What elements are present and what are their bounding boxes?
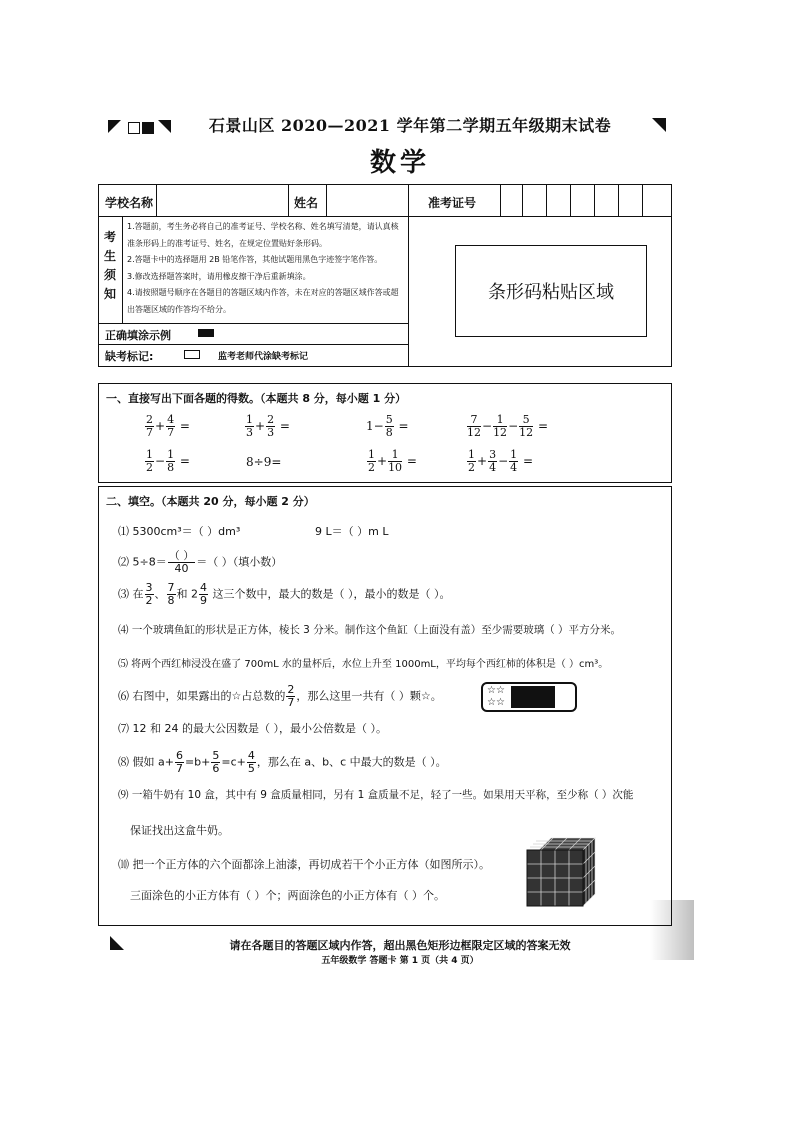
question-9-line2: 保证找出这盒牛奶。 — [130, 824, 229, 837]
question-5: ⑸ 将两个西红柿浸没在盛了 700mL 水的量杯后，水位上升至 1000mL，平均每个西红柿的体积是（ ）cm³。 — [118, 659, 609, 670]
school-field[interactable] — [157, 185, 287, 215]
fill-example-mark — [198, 329, 214, 337]
calc-item-5: $\frac{1}{2}$ − $\frac{1}{8}$ = — [146, 448, 190, 474]
stars-bottom: ☆☆ — [487, 697, 505, 708]
question-8: ⑻ 假如 a+ $\frac{6}{7}$ =b+ $\frac{5}{6}$ =c+ $\frac{4}{5}$ ，那么在 a、b、c 中最大的数是（ ）。 — [118, 749, 447, 775]
calc-item-8: $\frac{1}{2}$ + $\frac{3}{4}$ − $\frac{1}{4}$ = — [468, 448, 534, 474]
barcode-area: 条形码粘贴区域 — [455, 245, 647, 337]
question-10-line2: 三面涂色的小正方体有（ ）个；两面涂色的小正方体有（ ）个。 — [130, 889, 445, 902]
cube-figure — [525, 836, 597, 908]
calc-item-3: 1− $\frac{5}{8}$ = — [366, 413, 409, 439]
calc-item-1: $\frac{2}{7}$ + $\frac{4}{7}$ = — [146, 413, 190, 439]
corner-mark-top-left-2 — [158, 120, 171, 133]
question-10-line1: ⑽ 把一个正方体的六个面都涂上油漆，再切成若干个小正方体（如图所示）。 — [118, 858, 490, 871]
absent-note: 监考老师代涂缺考标记 — [218, 352, 309, 362]
corner-mark-top-left — [108, 120, 121, 133]
question-3: ⑶ 在 $\frac{3}{2}$ 、 $\frac{7}{8}$ 和 2 $\frac{4}{9}$ 这三个数中，最大的数是（ ），最小的数是（ ）。 — [118, 581, 451, 607]
notice-list: 1.答题前，考生务必将自己的准考证号、学校名称、姓名填写清楚，请认真核 准条形码上的准考证号、姓名，在规定位置贴好条形码。 2.答题卡中的选择题用 2B 铅笔作答，其他试题用黑色字迹签字笔作答。 3.修改选择题答案时，请用橡皮擦干净后重新填涂。 4.请按照题号顺序在各题目的答题区域内作答，未在对应的答题区域作答或超 出答题区域的作答均不给分。 — [127, 222, 399, 314]
question-4: ⑷ 一个玻璃鱼缸的形状是正方体，棱长 3 分米。制作这个鱼缸（上面没有盖）至少需要玻璃（ ）平方分米。 — [118, 624, 622, 636]
question-1a: ⑴ 5300cm³＝（ ）dm³ — [118, 525, 241, 538]
notice-label: 考 生 须 知 — [104, 230, 117, 301]
question-6: ⑹ 右图中，如果露出的☆占总数的 $\frac{2}{7}$ ，那么这里一共有（ ）颗☆。 — [118, 683, 442, 709]
question-9-line1: ⑼ 一箱牛奶有 10 盒，其中有 9 盒质量相同，另有 1 盒质量不足，轻了一些。如果用天平称，至少称（ ）次能 — [118, 789, 634, 801]
calc-item-6: 8÷9= — [246, 455, 282, 469]
fill-example-label: 正确填涂示例 — [105, 329, 171, 342]
star-cover-block — [511, 686, 555, 708]
section2-title: 二、填空。（本题共 20 分，每小题 2 分） — [106, 495, 315, 508]
question-7: ⑺ 12 和 24 的最大公因数是（ ），最小公倍数是（ ）。 — [118, 722, 387, 735]
question-1b: 9 L＝（ ）m L — [315, 525, 389, 538]
name-field[interactable] — [327, 185, 407, 215]
star-box-figure — [481, 682, 577, 712]
footer-notice: 请在各题目的答题区域内作答，超出黑色矩形边框限定区域的答案无效 — [229, 939, 571, 952]
marker-square-filled — [142, 122, 154, 134]
name-label: 姓名 — [294, 196, 319, 210]
calc-item-2: $\frac{1}{3}$ + $\frac{2}{3}$ = — [246, 413, 290, 439]
marker-square-outline — [128, 122, 140, 134]
corner-mark-bottom-left — [110, 936, 124, 950]
calc-item-4: $\frac{7}{12}$ − $\frac{1}{12}$ − $\frac{5}{12}$ = — [467, 413, 549, 439]
stars-top: ☆☆ — [487, 685, 505, 696]
absent-label: 缺考标记: — [105, 350, 154, 363]
absent-checkbox[interactable] — [184, 350, 200, 359]
corner-mark-top-right — [652, 118, 666, 132]
subject-title: 数学 — [369, 148, 430, 178]
question-2: ⑵ 5÷8＝ $\frac{( )}{40}$ ＝（ ）（填小数） — [118, 549, 283, 575]
scan-shadow — [650, 900, 694, 960]
section1-title: 一、直接写出下面各题的得数。（本题共 8 分，每小题 1 分） — [106, 392, 407, 405]
school-label: 学校名称 — [105, 196, 154, 210]
exam-title: 石景山区 2020—2021 学年第二学期五年级期末试卷 — [208, 116, 612, 135]
calc-item-7: $\frac{1}{2}$ + $\frac{1}{10}$ = — [368, 448, 417, 474]
exam-number-label: 准考证号 — [428, 196, 477, 210]
footer-page-info: 五年级数学 答题卡 第 1 页（共 4 页） — [321, 956, 479, 966]
